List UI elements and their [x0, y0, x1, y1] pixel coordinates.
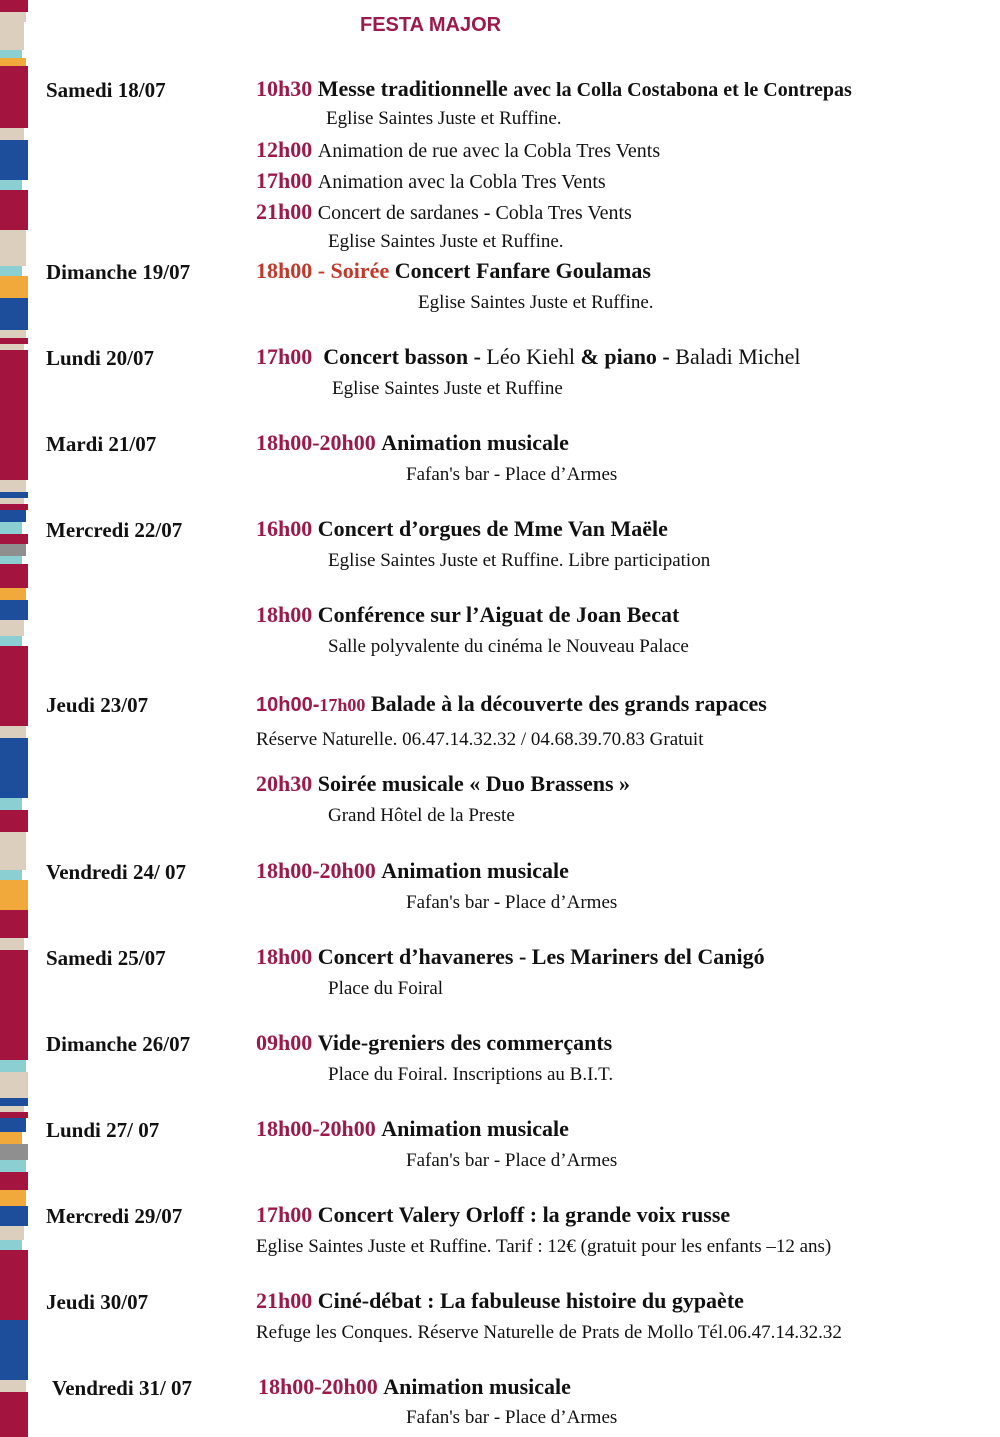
event-time: 18h00-20h00 [256, 430, 376, 455]
event-line [256, 691, 767, 717]
event-line [256, 344, 801, 370]
event-place: Place du Foiral [328, 978, 444, 999]
day-label: Mercredi 22/07 [46, 518, 183, 542]
event-time: 18h00-20h00 [256, 858, 376, 883]
event-line [256, 1202, 730, 1228]
event-line [256, 199, 632, 225]
event-place: Fafan's bar - Place d’Armes [406, 892, 618, 913]
event-title: Concert Valery Orloff : la grande voix russe [317, 1202, 731, 1227]
event-title: Concert Fanfare Goulamas [394, 258, 651, 283]
event-place: Eglise Saintes Juste et Ruffine. [418, 292, 654, 313]
event-time: 17h00 [319, 695, 366, 715]
event-line [256, 76, 852, 102]
event-place: Eglise Saintes Juste et Ruffine. [328, 231, 564, 252]
event-time: 17h00 [256, 168, 313, 193]
event-line [256, 430, 569, 456]
event-place: Place du Foiral. Inscriptions au B.I.T. [328, 1064, 614, 1085]
event-performer: Baladi Michel [675, 344, 801, 369]
event-title: Vide-greniers des commerçants [317, 1030, 613, 1055]
event-title: Animation musicale [381, 430, 569, 455]
day-label: Vendredi 24/ 07 [46, 860, 187, 884]
event-line [256, 168, 606, 194]
event-time: 17h00 [256, 1202, 313, 1227]
day-label: Jeudi 23/07 [46, 693, 149, 717]
day-label: Samedi 25/07 [46, 946, 166, 970]
event-line [256, 258, 651, 284]
event-time: 16h00 [256, 516, 313, 541]
event-line [258, 1374, 571, 1400]
event-place: Eglise Saintes Juste et Ruffine. Tarif : 12€ (gratuit pour les enfants –12 ans) [256, 1236, 832, 1257]
event-title: Animation avec la Cobla Tres Vents [317, 171, 606, 193]
event-title: Animation musicale [381, 1116, 569, 1141]
event-line [256, 1030, 612, 1056]
event-place: Grand Hôtel de la Preste [328, 805, 515, 826]
event-time: 20h30 [256, 771, 313, 796]
event-time: 10h00- [256, 694, 320, 716]
event-title: Soirée musicale « Duo Brassens » [317, 771, 631, 796]
event-title: Balade à la découverte des grands rapaces [370, 691, 767, 716]
day-label: Vendredi 31/ 07 [52, 1376, 193, 1400]
event-title: Conférence sur l’Aiguat de Joan Becat [317, 602, 680, 627]
event-time: 18h00 [256, 602, 313, 627]
event-line [256, 944, 765, 970]
event-title: Concert d’orgues de Mme Van Maële [317, 516, 668, 541]
event-line [256, 858, 569, 884]
event-detail: avec la Colla Costabona et le Contrepas [513, 79, 852, 101]
day-label: Dimanche 19/07 [46, 260, 191, 284]
event-place: Refuge les Conques. Réserve Naturelle de Prats de Mollo Tél.06.47.14.32.32 [256, 1322, 842, 1343]
decorative-stripe [0, 0, 30, 1437]
event-place: Eglise Saintes Juste et Ruffine. [326, 108, 562, 129]
event-title: Animation de rue avec la Cobla Tres Vents [317, 140, 661, 162]
event-time: 12h00 [256, 137, 313, 162]
event-title: Animation musicale [381, 858, 569, 883]
event-line [256, 516, 668, 542]
event-time: 18h00 - Soirée [256, 258, 390, 283]
event-place: Réserve Naturelle. 06.47.14.32.32 / 04.68.39.70.83 Gratuit [256, 729, 704, 750]
event-place: Eglise Saintes Juste et Ruffine [332, 378, 563, 399]
day-label: Mardi 21/07 [46, 432, 157, 456]
event-time: 09h00 [256, 1030, 313, 1055]
day-label: Dimanche 26/07 [46, 1032, 191, 1056]
event-title: Concert d’havaneres - Les Mariners del Canigó [317, 944, 765, 969]
event-line [256, 137, 660, 163]
page-title: FESTA MAJOR [360, 14, 502, 36]
event-performer: Léo Kiehl [486, 344, 576, 369]
day-label: Mercredi 29/07 [46, 1204, 183, 1228]
event-place: Fafan's bar - Place d’Armes [406, 464, 618, 485]
event-time: 18h00 [256, 944, 313, 969]
event-time: 17h00 [256, 344, 313, 369]
event-line [256, 771, 630, 797]
event-title: Messe traditionnelle [317, 76, 508, 101]
event-line [256, 602, 679, 628]
event-time: 18h00-20h00 [256, 1116, 376, 1141]
event-place: Salle polyvalente du cinéma le Nouveau Palace [328, 636, 689, 657]
event-place: Fafan's bar - Place d’Armes [406, 1407, 618, 1428]
event-title: Concert de sardanes - Cobla Tres Vents [317, 202, 632, 224]
day-label: Samedi 18/07 [46, 78, 166, 102]
event-title: Ciné-débat : La fabuleuse histoire du gypaète [317, 1288, 744, 1313]
event-time: 21h00 [256, 199, 313, 224]
event-line [256, 1288, 744, 1314]
day-label: Jeudi 30/07 [46, 1290, 149, 1314]
day-label: Lundi 20/07 [46, 346, 154, 370]
event-place: Fafan's bar - Place d’Armes [406, 1150, 618, 1171]
event-time: 10h30 [256, 76, 313, 101]
event-title: Concert basson - [323, 344, 481, 369]
event-line [256, 1116, 569, 1142]
day-label: Lundi 27/ 07 [46, 1118, 160, 1142]
event-time: 21h00 [256, 1288, 313, 1313]
event-time: 18h00-20h00 [258, 1374, 378, 1399]
event-place: Eglise Saintes Juste et Ruffine. Libre participation [328, 550, 711, 571]
event-title: & piano - [580, 344, 670, 369]
event-title: Animation musicale [383, 1374, 571, 1399]
